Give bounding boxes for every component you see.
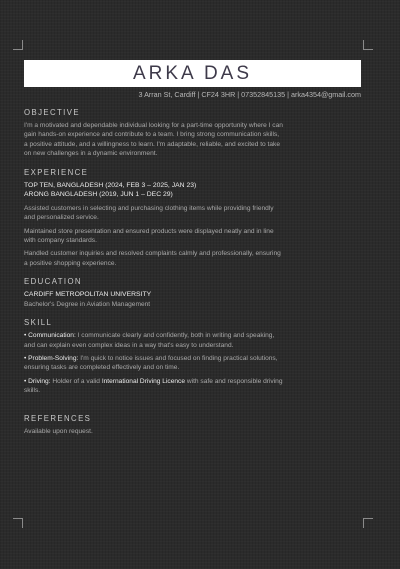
crop-mark-top-right — [363, 40, 373, 50]
experience-point: Handled customer inquiries and resolved complaints calmly and professionally, ensuring a positive shopping experience. — [24, 250, 281, 267]
references-text: Available upon request. — [24, 427, 93, 435]
job-title: ARONG BANGLADESH (2019, JUN 1 – DEC 29) — [24, 191, 173, 199]
skill-item: • Driving: Holder of a valid International Driving Licence with safe and responsible driving skills. — [24, 377, 283, 395]
experience-point: Assisted customers in selecting and purchasing clothing items while providing friendly and personalized service. — [24, 204, 274, 222]
experience-section — [24, 168, 284, 269]
objective-section — [24, 108, 284, 159]
skill-label: Driving: — [28, 377, 51, 385]
skill-highlight: International Driving Licence — [101, 377, 186, 385]
job-title: TOP TEN, BANGLADESH (2024, FEB 3 – 2025, JAN 23) — [24, 181, 197, 189]
crop-mark-top-left — [13, 40, 23, 50]
experience-heading: EXPERIENCE — [24, 167, 89, 177]
objective-text: I'm a motivated and dependable individual looking for a part-time opportunity where I can gain hands-on experience and contribute to a team. I bring strong communication skills, a positive attitude, and a willingness to learn. I'm adaptable, reliable, and excited to take on new challenges in a dynamic environment. — [24, 122, 283, 158]
degree-name: Bachelor's Degree in Aviation Management — [24, 300, 151, 308]
objective-heading: OBJECTIVE — [24, 108, 80, 117]
education-heading: EDUCATION — [24, 277, 82, 287]
resume-body — [24, 108, 284, 436]
education-section — [24, 277, 284, 309]
name-banner — [24, 60, 361, 87]
skill-item: • Problem-Solving: I'm quick to notice issues and focused on finding practical solutions, ensuring tasks are completed effectively and on time. — [24, 355, 278, 372]
experience-point: Maintained store presentation and ensured products were displayed neatly and in line with company standards. — [24, 227, 274, 245]
skill-heading: SKILL — [24, 318, 53, 328]
contact-line: 3 Arran St, Cardiff | CF24 3HR | 07352845135 | arka4354@gmail.com — [138, 90, 361, 99]
crop-mark-bottom-right — [363, 518, 373, 528]
skill-item: • Communication: I communicate clearly and confidently, both in writing and speaking, and can explain even complex ideas in a way that's easy to understand. — [24, 332, 275, 349]
references-section — [24, 414, 284, 436]
applicant-name: ARKA DAS — [132, 62, 253, 84]
skill-label: Communication: — [28, 332, 76, 340]
references-heading: REFERENCES — [24, 413, 92, 423]
crop-mark-bottom-left — [13, 518, 23, 528]
skill-label: Problem-Solving: — [28, 355, 79, 363]
school-name: CARDIFF METROPOLITAN UNIVERSITY — [24, 291, 152, 299]
skill-section — [24, 318, 284, 395]
